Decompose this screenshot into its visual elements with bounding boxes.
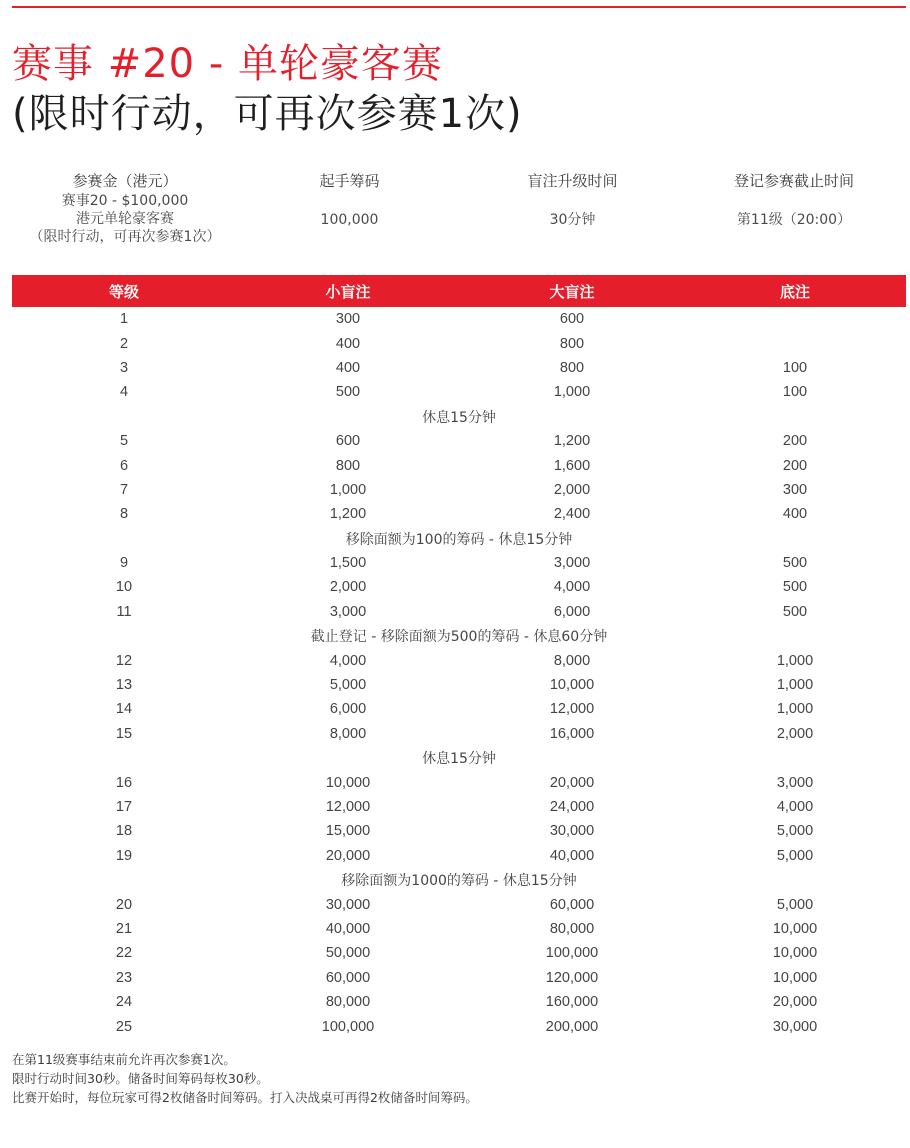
top-divider [12,6,906,8]
level-duration-column [461,170,684,230]
table-row [12,941,906,965]
level-cell: 23 [115,969,133,986]
big-blind-cell: 1,600 [553,457,591,474]
level-duration-value: 30分钟 [549,212,596,228]
ante-column-header: 底注 [684,275,906,307]
big-blind-cell: 800 [559,335,585,352]
table-row [12,673,906,697]
small-blind-cell: 40,000 [325,920,371,937]
table-row [12,795,906,819]
starting-chips-header: 起手筹码 [319,172,380,190]
table-row [12,453,906,477]
table-row [12,380,906,404]
big-blind-column-header: 大盲注 [460,275,684,307]
break-label: 截止登记 - 移除面额为500的筹码 - 休息60分钟 [310,629,608,646]
level-cell: 15 [115,725,133,742]
level-cell: 19 [115,847,133,864]
small-blind-cell: 1,500 [329,555,367,572]
small-blind-cell: 3,000 [329,603,367,620]
ante-cell: 500 [782,555,808,572]
ante-cell: 200 [782,433,808,450]
ante-cell: 5,000 [776,847,814,864]
level-cell: 14 [115,701,133,718]
note-line: 在第11级赛事结束前允许再次参赛1次。 [12,1052,236,1067]
big-blind-cell: 600 [559,311,585,328]
small-blind-cell: 1,200 [329,506,367,523]
big-blind-cell: 100,000 [545,945,599,962]
ante-cell: 5,000 [776,823,814,840]
small-blind-cell: 30,000 [325,896,371,913]
small-blind-cell: 4,000 [329,652,367,669]
ante-cell: 400 [782,506,808,523]
level-cell: 16 [115,774,133,791]
table-row [12,722,906,746]
ante-cell: 2,000 [776,725,814,742]
ante-cell: 30,000 [772,1018,818,1035]
table-row [12,770,906,794]
big-blind-cell: 10,000 [549,677,595,694]
break-row [12,624,906,648]
break-row [12,405,906,429]
buy-in-line: 港元单轮豪客赛 [76,211,174,227]
late-registration-value: 第11级（20:00） [736,212,852,228]
small-blind-cell: 10,000 [325,774,371,791]
level-cell: 3 [119,359,129,376]
big-blind-cell: 2,400 [553,506,591,523]
ante-cell: 100 [782,359,808,376]
table-row [12,917,906,941]
table-row [12,844,906,868]
table-row [12,551,906,575]
ante-cell: 1,000 [776,677,814,694]
small-blind-cell: 400 [335,335,361,352]
buy-in-line: 赛事20 - $100,000 [61,193,189,209]
level-cell: 13 [115,677,133,694]
break-label: 休息15分钟 [422,409,496,426]
table-row [12,600,906,624]
level-cell: 1 [119,311,129,328]
big-blind-cell: 160,000 [545,994,599,1011]
break-label: 移除面额为100的筹码 - 休息15分钟 [345,531,573,548]
ante-cell: 20,000 [772,994,818,1011]
ante-cell: 4,000 [776,799,814,815]
page-subtitle: (限时行动，可再次参赛1次) [12,91,523,137]
small-blind-cell: 300 [335,311,361,328]
small-blind-cell: 15,000 [325,823,371,840]
small-blind-cell: 600 [335,433,361,450]
level-cell: 22 [115,945,133,962]
level-cell: 2 [119,335,129,352]
page-title: 赛事 #20 - 单轮豪客赛 [12,41,443,87]
table-body [12,307,906,1039]
notes [12,1050,478,1107]
table-header-row [12,275,906,307]
table-row [12,990,906,1014]
tournament-info [12,170,904,254]
small-blind-column-header: 小盲注 [236,275,460,307]
level-cell: 12 [115,652,133,669]
starting-chips-value: 100,000 [320,212,379,228]
big-blind-cell: 800 [559,359,585,376]
note-line: 比赛开始时，每位玩家可得2枚储备时间筹码。打入决战桌可再得2枚储备时间筹码。 [12,1090,478,1105]
small-blind-cell: 20,000 [325,847,371,864]
buy-in-column [12,170,238,246]
level-cell: 9 [119,555,129,572]
ante-cell: 500 [782,579,808,596]
small-blind-cell: 8,000 [329,725,367,742]
break-row [12,868,906,892]
ante-cell: 10,000 [772,920,818,937]
big-blind-cell: 3,000 [553,555,591,572]
starting-chips-column [238,170,461,230]
level-cell: 17 [115,799,133,815]
big-blind-cell: 12,000 [549,701,595,718]
table-row [12,331,906,355]
small-blind-cell: 1,000 [329,481,367,498]
big-blind-cell: 2,000 [553,481,591,498]
note-line: 限时行动时间30秒。储备时间筹码每枚30秒。 [12,1071,269,1086]
level-cell: 5 [119,433,129,450]
level-cell: 7 [119,481,129,498]
big-blind-cell: 1,200 [553,433,591,450]
small-blind-cell: 50,000 [325,945,371,962]
small-blind-cell: 500 [335,384,361,401]
level-column-header: 等级 [12,275,236,307]
level-cell: 20 [115,896,133,913]
big-blind-cell: 60,000 [549,896,595,913]
ante-cell: 1,000 [776,701,814,718]
ante-cell: 10,000 [772,945,818,962]
small-blind-cell: 2,000 [329,579,367,596]
ante-cell: 500 [782,603,808,620]
big-blind-cell: 8,000 [553,652,591,669]
big-blind-cell: 120,000 [545,969,599,986]
ante-cell: 100 [782,384,808,401]
ante-cell: 1,000 [776,652,814,669]
level-cell: 21 [115,920,133,937]
small-blind-cell: 800 [335,457,361,474]
ante-cell: 10,000 [772,969,818,986]
big-blind-cell: 20,000 [549,774,595,791]
table-row [12,966,906,990]
small-blind-cell: 12,000 [325,799,371,815]
level-cell: 8 [119,506,129,523]
table-row [12,307,906,331]
level-cell: 6 [119,457,129,474]
ante-cell [684,307,906,331]
blind-structure-table [12,275,906,1039]
break-label: 移除面额为1000的筹码 - 休息15分钟 [341,873,577,890]
table-row [12,575,906,599]
buy-in-line: （限时行动，可再次参赛1次） [29,229,221,245]
late-registration-header: 登记参赛截止时间 [733,172,854,190]
table-row [12,502,906,526]
ante-cell [684,331,906,355]
level-cell: 11 [116,603,132,620]
table-row [12,819,906,843]
level-cell: 4 [119,384,129,401]
table-row [12,429,906,453]
big-blind-cell: 4,000 [553,579,591,596]
level-cell: 18 [115,823,133,840]
break-label: 休息15分钟 [422,751,496,768]
level-cell: 25 [115,1018,133,1035]
small-blind-cell: 100,000 [321,1018,375,1035]
ante-cell: 300 [782,481,808,498]
level-cell: 10 [115,579,133,596]
ante-cell: 200 [782,457,808,474]
table-row [12,1014,906,1038]
ante-cell: 3,000 [776,774,814,791]
big-blind-cell: 24,000 [549,799,595,815]
small-blind-cell: 400 [335,359,361,376]
table-row [12,356,906,380]
small-blind-cell: 5,000 [329,677,367,694]
big-blind-cell: 1,000 [553,384,591,401]
big-blind-cell: 40,000 [549,847,595,864]
big-blind-cell: 16,000 [549,725,595,742]
small-blind-cell: 80,000 [325,994,371,1011]
big-blind-cell: 200,000 [545,1018,599,1035]
small-blind-cell: 60,000 [325,969,371,986]
ante-cell: 5,000 [776,896,814,913]
table-row [12,648,906,672]
small-blind-cell: 6,000 [329,701,367,718]
buy-in-header: 参赛金（港元） [72,172,178,190]
table-row [12,478,906,502]
table-row [12,697,906,721]
table-row [12,892,906,916]
level-duration-header: 盲注升级时间 [527,172,618,190]
big-blind-cell: 30,000 [549,823,595,840]
big-blind-cell: 80,000 [549,920,595,937]
big-blind-cell: 6,000 [553,603,591,620]
break-row [12,527,906,551]
late-registration-column [684,170,904,230]
break-row [12,746,906,770]
level-cell: 24 [115,994,133,1011]
